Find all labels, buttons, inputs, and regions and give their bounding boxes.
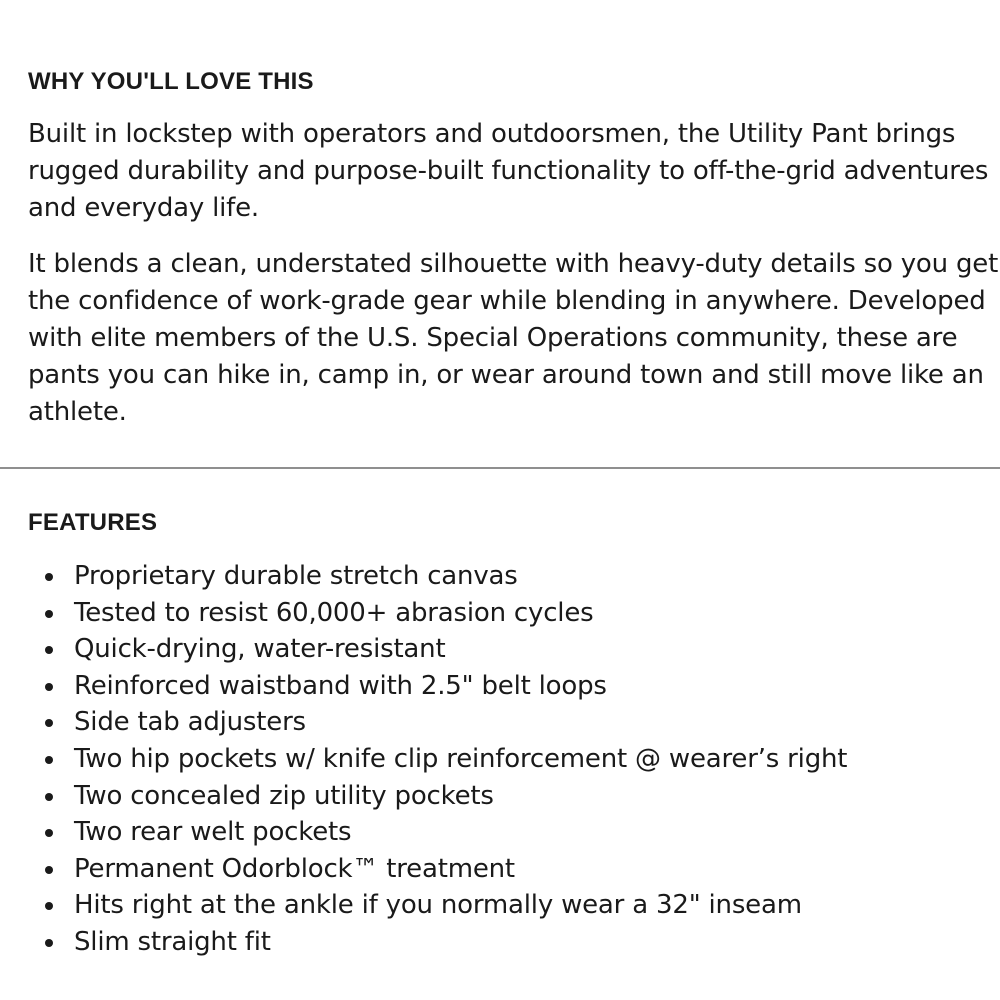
bullet-icon	[45, 573, 53, 581]
why-section-heading: WHY YOU'LL LOVE THIS	[28, 68, 314, 95]
feature-text: Reinforced waistband with 2.5" belt loops	[74, 670, 607, 701]
feature-item	[28, 778, 847, 815]
feature-item	[28, 558, 847, 595]
feature-item	[28, 851, 847, 888]
feature-text: Proprietary durable stretch canvas	[74, 561, 518, 591]
features-section-heading: FEATURES	[28, 509, 158, 536]
feature-item	[28, 814, 847, 851]
feature-item	[28, 668, 847, 705]
bullet-icon	[45, 829, 53, 837]
feature-item	[28, 887, 847, 924]
feature-text: Permanent Odorblock™ treatment	[74, 853, 515, 884]
feature-item	[28, 595, 847, 632]
feature-text: Side tab adjusters	[74, 707, 306, 738]
bullet-icon	[45, 902, 53, 910]
feature-text: Two rear welt pockets	[74, 817, 352, 848]
bullet-icon	[45, 756, 53, 764]
bullet-icon	[45, 866, 53, 874]
bullet-icon	[45, 793, 53, 801]
feature-text: Slim straight fit	[74, 926, 271, 957]
feature-text: Quick-drying, water-resistant	[74, 634, 446, 665]
feature-item	[28, 631, 847, 668]
bullet-icon	[45, 646, 53, 654]
feature-text: Hits right at the ankle if you normally wear a 32" inseam	[74, 890, 802, 921]
bullet-icon	[45, 610, 53, 618]
bullet-icon	[45, 939, 53, 947]
feature-text: Tested to resist 60,000+ abrasion cycles	[74, 597, 594, 628]
feature-text: Two concealed zip utility pockets	[74, 780, 494, 811]
feature-item	[28, 924, 847, 961]
feature-item	[28, 741, 847, 778]
why-paragraph: Built in lockstep with operators and outdoorsmen, the Utility Pant brings rugged durability and purpose-built functionality to off-the-grid adventures and everyday life.	[28, 119, 989, 223]
why-paragraph: It blends a clean, understated silhouette with heavy-duty details so you get the confidence of work-grade gear while blending in anywhere. Developed with elite members of the U.S. Special Operations community, these are pants you can hike in, camp in, or wear around town and still move like an athlete.	[28, 249, 999, 427]
section-divider	[0, 467, 1000, 469]
feature-item	[28, 704, 847, 741]
bullet-icon	[45, 719, 53, 727]
features-list	[28, 558, 847, 961]
bullet-icon	[45, 683, 53, 691]
feature-text: Two hip pockets w/ knife clip reinforcement @ wearer’s right	[74, 743, 848, 774]
